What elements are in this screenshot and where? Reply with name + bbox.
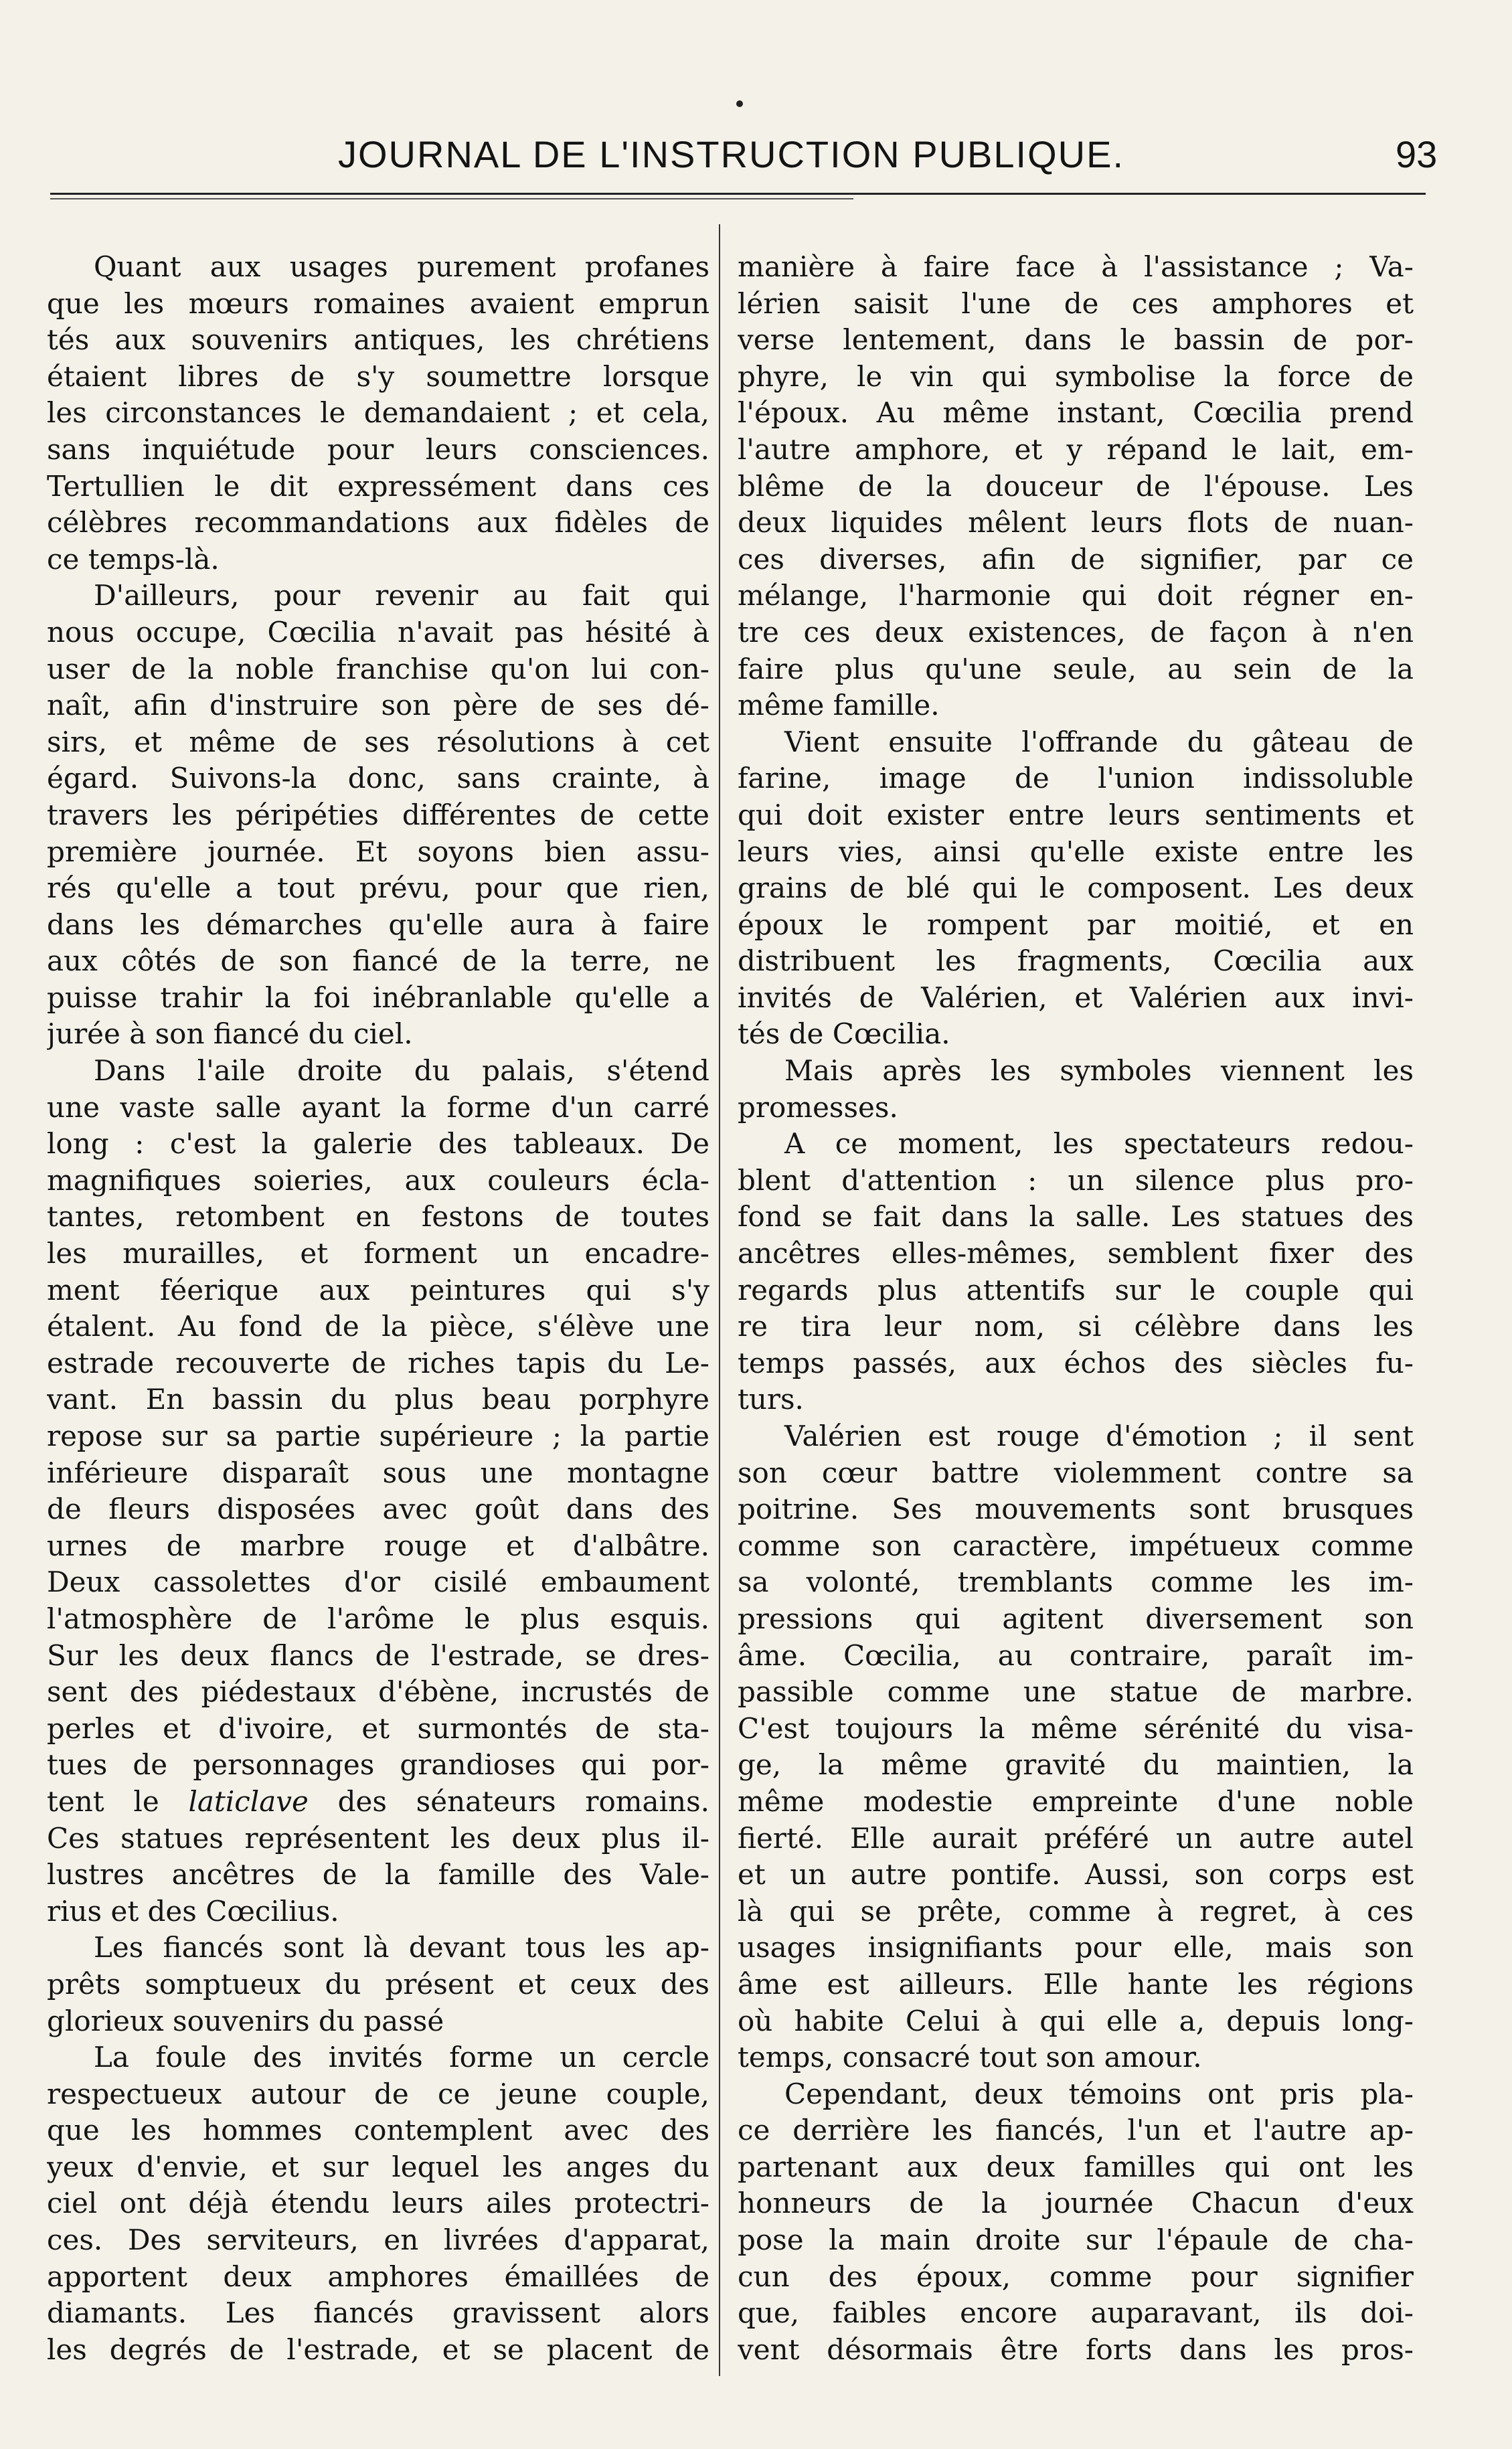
text-line: apportent deux amphores émaillées de <box>47 2260 709 2293</box>
header-rule <box>50 193 1426 195</box>
text-line: tantes, retombent en festons de toutes <box>47 1200 709 1234</box>
left-column <box>47 249 709 2368</box>
text-line: première journée. Et soyons bien assu- <box>47 835 709 868</box>
text-line: passible comme une statue de marbre. <box>738 1675 1414 1709</box>
text-line: ge, la même gravité du maintien, la <box>738 1748 1414 1782</box>
text-line: verse lentement, dans le bassin de por- <box>738 323 1414 357</box>
text-line: qui doit exister entre leurs sentiments et <box>738 798 1414 831</box>
text-line: dans les démarches qu'elle aura à faire <box>47 908 709 941</box>
text-line: farine, image de l'union indissoluble <box>738 762 1414 795</box>
text-line: tés aux souvenirs antiques, les chrétiens <box>47 323 709 357</box>
text-line: tés de Cœcilia. <box>738 1017 950 1051</box>
text-line: tre ces deux existences, de façon à n'en <box>738 615 1414 649</box>
text-line: honneurs de la journée Chacun d'eux <box>738 2187 1414 2220</box>
text-line: glorieux souvenirs du passé <box>47 2004 444 2037</box>
text-line: ciel ont déjà étendu leurs ailes protectri- <box>47 2187 709 2220</box>
header-rule-secondary <box>50 198 853 199</box>
text-line: user de la noble franchise qu'on lui con- <box>47 652 709 685</box>
text-line: les murailles, et forment un encadre- <box>47 1237 709 1270</box>
text-line: magnifiques soieries, aux couleurs écla- <box>47 1163 709 1197</box>
text-line: partenant aux deux familles qui ont les <box>738 2150 1414 2183</box>
text-line: même famille. <box>738 689 940 722</box>
right-column <box>738 249 1414 2368</box>
text-line: deux liquides mêlent leurs flots de nuan- <box>738 506 1414 539</box>
text-line: les circonstances le demandaient ; et cela, <box>47 396 709 430</box>
text-line: âme. Cœcilia, au contraire, paraît im- <box>738 1638 1414 1672</box>
journal-title: JOURNAL DE L'INSTRUCTION PUBLIQUE. <box>338 133 1125 175</box>
text-line: perles et d'ivoire, et surmontés de sta- <box>47 1711 709 1745</box>
text-line: ment féerique aux peintures qui s'y <box>47 1273 709 1306</box>
text-line: La foule des invités forme un cercle <box>94 2041 709 2074</box>
text-line: mélange, l'harmonie qui doit régner en- <box>738 579 1414 612</box>
text-line: de fleurs disposées avec goût dans des <box>47 1493 709 1526</box>
text-line: estrade recouverte de riches tapis du Le- <box>47 1346 709 1379</box>
text-line: urnes de marbre rouge et d'albâtre. <box>47 1529 709 1562</box>
text-line: époux le rompent par moitié, et en <box>738 908 1414 941</box>
column-divider <box>719 224 720 2376</box>
header-ornament-dot <box>736 100 743 107</box>
text-line: que, faibles encore auparavant, ils doi- <box>738 2296 1414 2330</box>
text-line: blême de la douceur de l'épouse. Les <box>738 469 1414 503</box>
latin-term: laticlave <box>188 1784 309 1818</box>
text-line: lustres ancêtres de la famille des Vale- <box>47 1858 709 1891</box>
text-segment: tent le <box>47 1784 189 1818</box>
text-line: ancêtres elles-mêmes, semblent fixer des <box>738 1237 1414 1270</box>
text-line: invités de Valérien, et Valérien aux invi- <box>738 981 1414 1014</box>
text-line: son cœur battre violemment contre sa <box>738 1456 1414 1489</box>
text-line: sans inquiétude pour leurs consciences. <box>47 432 709 466</box>
text-line: même modestie empreinte d'une noble <box>738 1784 1414 1818</box>
text-line: rés qu'elle a tout prévu, pour que rien, <box>47 871 709 905</box>
text-line: blent d'attention : un silence plus pro- <box>738 1163 1414 1197</box>
text-line: faire plus qu'une seule, au sein de la <box>738 652 1414 685</box>
text-line: vent désormais être forts dans les pros- <box>738 2333 1414 2366</box>
text-line: cun des époux, comme pour signifier <box>738 2260 1414 2293</box>
text-line: long : c'est la galerie des tableaux. De <box>47 1127 709 1161</box>
text-line: promesses. <box>738 1090 898 1124</box>
text-line: âme est ailleurs. Elle hante les régions <box>738 1967 1414 2001</box>
text-line: fond se fait dans la salle. Les statues des <box>738 1200 1414 1234</box>
text-line: pressions qui agitent diversement son <box>738 1602 1414 1635</box>
text-line: puisse trahir la foi inébranlable qu'elle a <box>47 981 709 1014</box>
text-line: ces diverses, afin de signifier, par ce <box>738 542 1414 576</box>
text-line: re tira leur nom, si célèbre dans les <box>738 1310 1414 1343</box>
text-line: là qui se prête, comme à regret, à ces <box>738 1894 1414 1928</box>
text-line: C'est toujours la même sérénité du visa- <box>738 1711 1414 1745</box>
text-line: aux côtés de son fiancé de la terre, ne <box>47 944 709 978</box>
text-line: étalent. Au fond de la pièce, s'élève une <box>47 1310 709 1343</box>
text-line: tues de personnages grandioses qui por- <box>47 1748 709 1782</box>
text-line: nous occupe, Cœcilia n'avait pas hésité à <box>47 615 709 649</box>
text-line: yeux d'envie, et sur lequel les anges du <box>47 2150 709 2183</box>
text-line: Vient ensuite l'offrande du gâteau de <box>784 725 1414 758</box>
text-line: Sur les deux flancs de l'estrade, se dres- <box>47 1638 709 1672</box>
text-line: une vaste salle ayant la forme d'un carré <box>47 1090 709 1124</box>
text-line: Deux cassolettes d'or cisilé embaument <box>47 1566 709 1599</box>
text-line: A ce moment, les spectateurs redou- <box>784 1127 1414 1161</box>
text-line: les degrés de l'estrade, et se placent de <box>47 2333 709 2366</box>
text-line: que les mœurs romaines avaient emprun <box>47 286 709 320</box>
text-line: et un autre pontife. Aussi, son corps est <box>738 1858 1414 1891</box>
text-line: rius et des Cœcilius. <box>47 1894 339 1928</box>
text-line: Les fiancés sont là devant tous les ap- <box>94 1931 709 1964</box>
text-line: Valérien est rouge d'émotion ; il sent <box>784 1420 1414 1452</box>
text-line: repose sur sa partie supérieure ; la partie <box>47 1420 709 1452</box>
text-line: jurée à son fiancé du ciel. <box>47 1017 413 1051</box>
text-line: Cependant, deux témoins ont pris pla- <box>784 2077 1414 2110</box>
text-line: Quant aux usages purement profanes <box>94 250 709 283</box>
text-line: célèbres recommandations aux fidèles de <box>47 506 709 539</box>
text-line: pose la main droite sur l'épaule de cha- <box>738 2223 1414 2257</box>
running-header <box>0 127 1512 181</box>
text-line: Ces statues représentent les deux plus il- <box>47 1821 709 1855</box>
text-line: respectueux autour de ce jeune couple, <box>47 2077 709 2110</box>
text-line: manière à faire face à l'assistance ; Va- <box>738 250 1414 283</box>
text-line: Mais après les symboles viennent les <box>784 1054 1414 1088</box>
text-line: égard. Suivons-la donc, sans crainte, à <box>47 762 709 795</box>
text-line: que les hommes contemplent avec des <box>47 2114 709 2147</box>
text-segment: des sénateurs romains. <box>308 1784 709 1818</box>
page-number: 93 <box>1396 133 1438 175</box>
text-line: l'autre amphore, et y répand le lait, em- <box>738 432 1414 466</box>
text-line: fierté. Elle aurait préféré un autre autel <box>738 1821 1414 1855</box>
text-line: ces. Des serviteurs, en livrées d'apparat, <box>47 2223 709 2257</box>
text-line: sa volonté, tremblants comme les im- <box>738 1566 1414 1599</box>
text-line: usages insignifiants pour elle, mais son <box>738 1931 1414 1964</box>
text-line: distribuent les fragments, Cœcilia aux <box>738 944 1414 978</box>
text-line: l'époux. Au même instant, Cœcilia prend <box>738 396 1414 430</box>
text-line: diamants. Les fiancés gravissent alors <box>47 2296 709 2330</box>
text-line: Tertullien le dit expressément dans ces <box>47 469 709 503</box>
text-line: inférieure disparaît sous une montagne <box>47 1456 709 1489</box>
text-line: leurs vies, ainsi qu'elle existe entre les <box>738 835 1414 868</box>
text-line: travers les péripéties différentes de cette <box>47 798 709 831</box>
text-line: l'atmosphère de l'arôme le plus esquis. <box>47 1602 709 1635</box>
text-line: vant. En bassin du plus beau porphyre <box>47 1383 709 1416</box>
text-line: turs. <box>738 1383 804 1416</box>
text-line: prêts somptueux du présent et ceux des <box>47 1967 709 2001</box>
text-line: phyre, le vin qui symbolise la force de <box>738 359 1414 393</box>
text-line: grains de blé qui le composent. Les deux <box>738 871 1414 905</box>
text-line: regards plus attentifs sur le couple qui <box>738 1273 1414 1306</box>
text-line: lérien saisit l'une de ces amphores et <box>738 286 1414 320</box>
text-line: comme son caractère, impétueux comme <box>738 1529 1414 1562</box>
text-line: temps, consacré tout son amour. <box>738 2041 1202 2074</box>
text-line: sirs, et même de ses résolutions à cet <box>47 725 709 758</box>
text-line: où habite Celui à qui elle a, depuis long- <box>738 2004 1414 2037</box>
text-line: ce derrière les fiancés, l'un et l'autre ap- <box>738 2114 1414 2147</box>
text-line: sent des piédestaux d'ébène, incrustés de <box>47 1675 709 1709</box>
text-line: D'ailleurs, pour revenir au fait qui <box>94 579 709 612</box>
text-line: poitrine. Ses mouvements sont brusques <box>738 1493 1414 1526</box>
text-line <box>47 1784 709 1821</box>
text-line: naît, afin d'instruire son père de ses dé- <box>47 689 709 722</box>
text-line: ce temps-là. <box>47 542 220 576</box>
text-line: temps passés, aux échos des siècles fu- <box>738 1346 1414 1379</box>
text-line: étaient libres de s'y soumettre lorsque <box>47 359 709 393</box>
text-line: Dans l'aile droite du palais, s'étend <box>94 1054 709 1088</box>
